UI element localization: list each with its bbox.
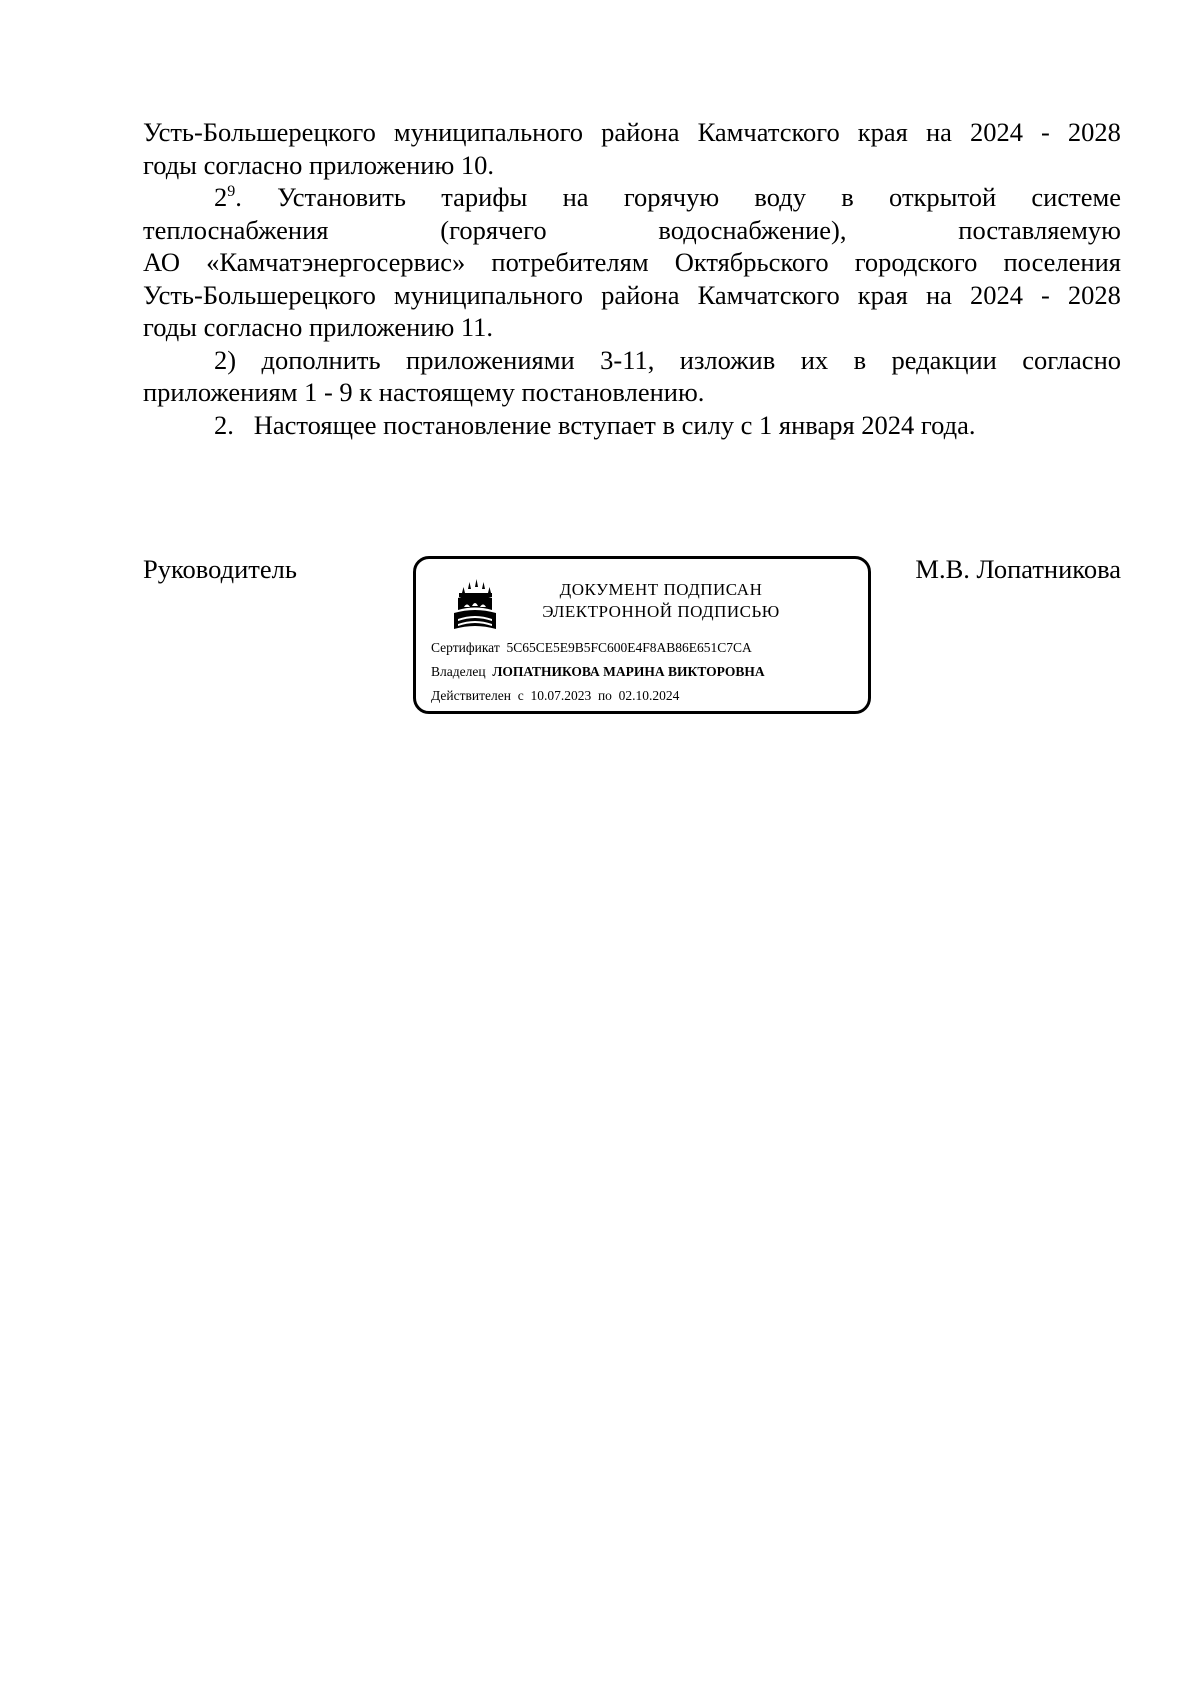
word: поставляемую	[958, 214, 1121, 245]
word: воду	[754, 182, 806, 212]
word: края	[857, 279, 908, 310]
word: редакции	[891, 344, 997, 375]
word: городского	[854, 247, 978, 277]
word: горячую	[623, 182, 720, 212]
word: Установить	[277, 182, 406, 212]
word: приложениями	[406, 344, 575, 375]
text-line	[143, 181, 1121, 214]
signatory-position: Руководитель	[143, 554, 297, 584]
word: тарифы	[441, 182, 528, 212]
numbered-item	[143, 409, 1121, 442]
paragraph-number: $2^9$.	[214, 182, 242, 212]
text-line	[143, 116, 1121, 149]
word: (горячего	[440, 214, 547, 245]
word: в	[853, 344, 867, 375]
word: открытой	[889, 182, 997, 212]
word: Камчатского	[697, 117, 840, 147]
word: согласно	[1022, 344, 1121, 375]
validity-line: Действителен с 10.07.2023 по 02.10.2024	[431, 688, 680, 703]
word: изложив	[679, 344, 776, 375]
word: на	[562, 182, 589, 212]
text-line	[143, 344, 1121, 377]
word: района	[601, 117, 680, 147]
word: -	[1041, 117, 1050, 147]
word: Октябрьского	[674, 247, 829, 277]
text-line	[143, 246, 1121, 279]
word: Усть-Большерецкого	[143, 279, 376, 310]
word: на	[925, 117, 952, 147]
word: Усть-Большерецкого	[143, 117, 376, 147]
word: системе	[1031, 182, 1121, 212]
word: 2024	[969, 279, 1023, 310]
word: 3-11,	[600, 344, 655, 375]
stamp-title: ДОКУМЕНТ ПОДПИСАН ЭЛЕКТРОННОЙ ПОДПИСЬЮ	[542, 580, 780, 621]
word: муниципального	[393, 117, 584, 147]
word: района	[601, 279, 680, 310]
word: поселения	[1003, 247, 1121, 277]
word: потребителям	[491, 247, 649, 277]
text-line	[143, 279, 1121, 312]
word: в	[841, 182, 854, 212]
item-number: 2.	[214, 409, 234, 440]
word: АО	[143, 247, 180, 277]
text-line: годы согласно приложению 11.	[143, 312, 494, 342]
word: «Камчатэнергосервис»	[206, 247, 466, 277]
word: 2)	[214, 344, 237, 375]
word: края	[857, 117, 908, 147]
certificate-line: Сертификат 5C65CE5E9B5FC600E4F8AB86E651C7CA	[431, 640, 752, 655]
text-line: годы согласно приложению 10.	[143, 149, 495, 180]
text-line: приложениям 1 - 9 к настоящему постановлению.	[143, 377, 705, 407]
word: на	[925, 279, 952, 310]
word: -	[1041, 279, 1050, 310]
kamchatka-emblem-icon	[450, 577, 500, 633]
word: муниципального	[393, 279, 584, 310]
word: 2028	[1067, 279, 1121, 310]
e-signature-stamp	[413, 556, 871, 714]
owner-line: Владелец ЛОПАТНИКОВА МАРИНА ВИКТОРОВНА	[431, 664, 765, 679]
word: 2024	[969, 117, 1023, 147]
item-text: Настоящее постановление вступает в силу с 1 января 2024 года.	[253, 409, 976, 440]
word: Камчатского	[697, 279, 840, 310]
word: теплоснабжения	[143, 214, 329, 245]
word: 2028	[1067, 117, 1121, 147]
text-line	[143, 214, 1121, 247]
word: водоснабжение),	[658, 214, 847, 245]
word: их	[800, 344, 829, 375]
body-text	[143, 116, 1121, 441]
signatory-name: М.В. Лопатникова	[915, 554, 1121, 584]
word: дополнить	[261, 344, 381, 375]
